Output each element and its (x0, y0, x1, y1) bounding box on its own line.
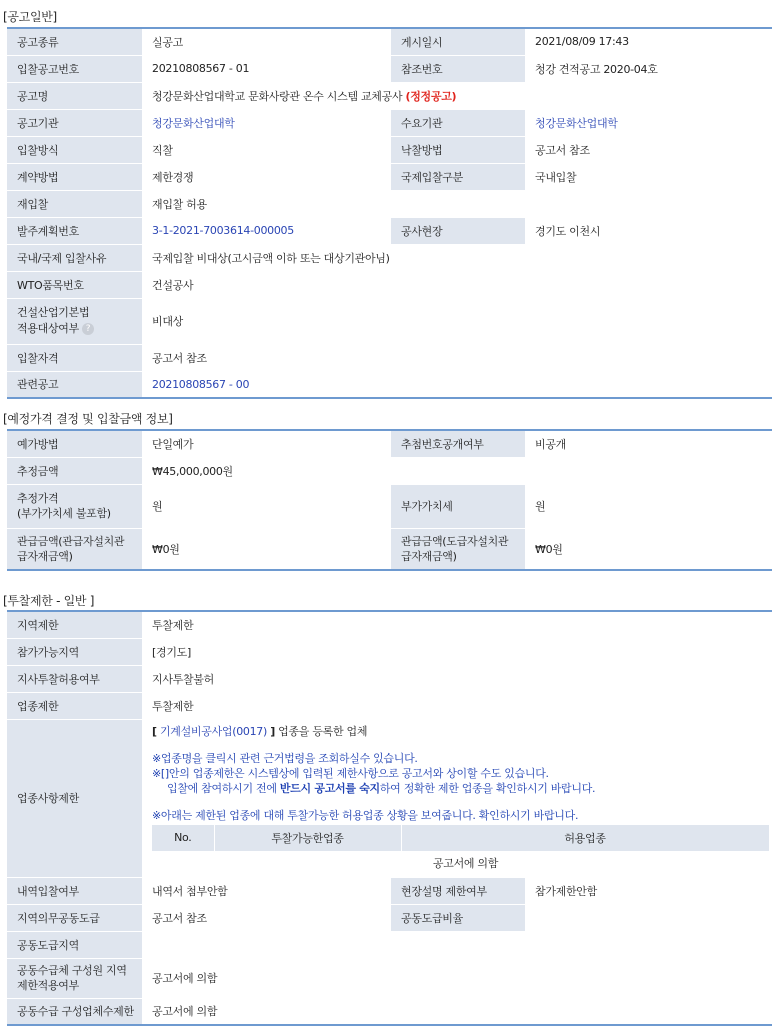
label-supply-amount-b-line2: 급자재금액) (401, 549, 457, 563)
label-joint-region: 공동도급지역 (7, 931, 142, 958)
value-notice-type: 실공고 (142, 28, 391, 55)
allowed-industry-table (152, 825, 770, 877)
value-industry-limit: 투찰제한 (142, 692, 772, 719)
label-supply-amount-a (7, 528, 142, 570)
notice-org-link[interactable]: 청강문화산업대학 (142, 109, 391, 136)
label-posted-at: 게시일시 (391, 28, 525, 55)
label-supply-amount-a-line1: 관급금액(관급자설치관 (17, 534, 125, 548)
label-construction-law (7, 298, 142, 344)
notice-line-3-pre: 입찰에 참여하시기 전에 (167, 781, 280, 795)
label-joint-member-region-line2: 제한적용여부 (17, 979, 79, 992)
table-row (152, 851, 769, 877)
label-joint-member-region (7, 958, 142, 998)
section-title-restriction: [투찰제한 - 일반 ] (3, 594, 95, 608)
label-contract-method: 계약방법 (7, 163, 142, 190)
label-eligible-region: 참가가능지역 (7, 638, 142, 665)
general-info-table (7, 27, 772, 399)
col-header-no: No. (152, 825, 214, 851)
restriction-table (7, 610, 772, 1026)
notice-line-4: ※아래는 제한된 업종에 대해 투찰가능한 허용업종 상황을 보여줍니다. 확인하시기 바랍니다. (152, 808, 579, 822)
label-branch-allowed: 지사투찰허용여부 (7, 665, 142, 692)
allowed-industry-value: 공고서에 의함 (152, 851, 769, 877)
label-estimated-price (7, 484, 142, 528)
value-qualification: 공고서 참조 (142, 344, 772, 371)
value-bid-method: 직찰 (142, 136, 391, 163)
value-award-method: 공고서 참조 (525, 136, 772, 163)
value-intl-bid-type: 국내입찰 (525, 163, 772, 190)
label-industry-detail: 업종사항제한 (7, 719, 142, 877)
label-industry-limit: 업종제한 (7, 692, 142, 719)
industry-suffix: 업종을 등록한 업체 (278, 724, 368, 738)
price-info-table (7, 429, 772, 571)
label-itemized-bid: 내역입찰여부 (7, 877, 142, 904)
value-vat: 원 (525, 484, 772, 528)
value-supply-amount-a: ₩0원 (142, 528, 391, 570)
label-regional-joint: 지역의무공동도급 (7, 904, 142, 931)
label-order-plan-no: 발주계획번호 (7, 217, 142, 244)
label-site: 공사현장 (391, 217, 525, 244)
industry-requirement-line (152, 724, 772, 739)
value-site-briefing: 참가제한안함 (525, 877, 772, 904)
value-branch-allowed: 지사투찰불허 (142, 665, 772, 692)
label-supply-amount-a-line2: 급자재금액) (17, 549, 73, 563)
label-estimated-price-line2: (부가가치세 불포함) (17, 507, 111, 520)
value-joint-member-region: 공고서에 의함 (142, 958, 772, 998)
value-rebid: 재입찰 허용 (142, 190, 772, 217)
label-intl-bid-type: 국제입찰구분 (391, 163, 525, 190)
label-supply-amount-b (391, 528, 525, 570)
value-wto-item: 건설공사 (142, 271, 772, 298)
industry-link[interactable]: 기계설비공사업(0017) (159, 724, 267, 738)
order-plan-no-link[interactable]: 3-1-2021-7003614-000005 (142, 217, 391, 244)
label-ref-no: 참조번호 (391, 55, 525, 82)
value-region-limit: 투찰제한 (142, 611, 772, 638)
value-ref-no: 청강 견적공고 2020-04호 (525, 55, 772, 82)
label-notice-org: 공고기관 (7, 109, 142, 136)
value-eligible-region: [경기도] (142, 638, 772, 665)
label-demand-org: 수요기관 (391, 109, 525, 136)
value-bid-notice-no: 20210808567 - 01 (142, 55, 391, 82)
label-joint-ratio: 공동도급비율 (391, 904, 525, 931)
label-wto-item: WTO품목번호 (7, 271, 142, 298)
section-title-price: [예정가격 결정 및 입찰금액 정보] (3, 412, 173, 426)
value-notice-name-cell (142, 82, 772, 109)
label-intl-reason: 국내/국제 입찰사유 (7, 244, 142, 271)
value-joint-member-count: 공고서에 의함 (142, 998, 772, 1025)
bracket-close: ] (270, 724, 275, 738)
label-site-briefing: 현장설명 제한여부 (391, 877, 525, 904)
label-region-limit: 지역제한 (7, 611, 142, 638)
notice-line-2: ※[]안의 업종제한은 시스템상에 입력된 제한사항으로 공고서와 상이할 수도 있습니다. (152, 766, 549, 780)
label-lottery-public: 추첨번호공개여부 (391, 430, 525, 457)
label-bid-method: 입찰방식 (7, 136, 142, 163)
label-estimated-price-line1: 추정가격 (17, 492, 59, 505)
help-icon[interactable]: ? (82, 323, 94, 335)
col-header-allowed-industry: 허용업종 (401, 825, 769, 851)
label-construction-law-line2-wrap (17, 321, 142, 337)
value-contract-method: 제한경쟁 (142, 163, 391, 190)
notice-line-1: ※업종명을 클릭시 관련 근거법령을 조회하실수 있습니다. (152, 751, 418, 765)
label-supply-amount-b-line1: 관급금액(도급자설치관 (401, 534, 509, 548)
label-joint-member-region-line1: 공동수급체 구성원 지역 (17, 964, 127, 977)
value-notice-name: 청강문화산업대학교 문화사랑관 온수 시스템 교체공사 (152, 89, 403, 103)
related-notice-link[interactable]: 20210808567 - 00 (142, 371, 772, 398)
label-related-notice: 관련공고 (7, 371, 142, 398)
correction-tag: (정정공고) (405, 89, 457, 103)
value-estimated-price: 원 (142, 484, 391, 528)
label-rebid: 재입찰 (7, 190, 142, 217)
value-construction-law: 비대상 (142, 298, 772, 344)
bracket-open: [ (152, 724, 157, 738)
label-vat: 부가가치세 (391, 484, 525, 528)
label-bid-notice-no: 입찰공고번호 (7, 55, 142, 82)
label-award-method: 낙찰방법 (391, 136, 525, 163)
label-construction-law-line1: 건설산업기본법 (17, 306, 90, 319)
value-posted-at: 2021/08/09 17:43 (525, 28, 772, 55)
value-itemized-bid: 내역서 첨부안함 (142, 877, 391, 904)
value-regional-joint: 공고서 참조 (142, 904, 391, 931)
label-price-method: 예가방법 (7, 430, 142, 457)
value-site: 경기도 이천시 (525, 217, 772, 244)
value-supply-amount-b: ₩0원 (525, 528, 772, 570)
value-joint-ratio (525, 904, 772, 931)
notice-line-3-bold: 반드시 공고서를 숙지 (279, 781, 380, 795)
notice-line-3 (152, 781, 772, 796)
label-construction-law-line2: 적용대상여부 (17, 322, 79, 335)
demand-org-link[interactable]: 청강문화산업대학 (525, 109, 772, 136)
industry-detail-cell (142, 719, 772, 877)
section-title-general: [공고일반] (3, 10, 57, 24)
value-estimated-amount: ₩45,000,000원 (142, 457, 772, 484)
value-lottery-public: 비공개 (525, 430, 772, 457)
label-qualification: 입찰자격 (7, 344, 142, 371)
label-notice-type: 공고종류 (7, 28, 142, 55)
notice-line-3-post: 하여 정확한 제한 업종을 확인하시기 바랍니다. (379, 781, 596, 795)
col-header-bid-industry: 투찰가능한업종 (214, 825, 401, 851)
value-price-method: 단일예가 (142, 430, 391, 457)
value-intl-reason: 국제입찰 비대상(고시금액 이하 또는 대상기관아님) (142, 244, 772, 271)
label-notice-name: 공고명 (7, 82, 142, 109)
label-joint-member-count: 공동수급 구성업체수제한 (7, 998, 142, 1025)
value-joint-region (142, 931, 772, 958)
label-estimated-amount: 추정금액 (7, 457, 142, 484)
